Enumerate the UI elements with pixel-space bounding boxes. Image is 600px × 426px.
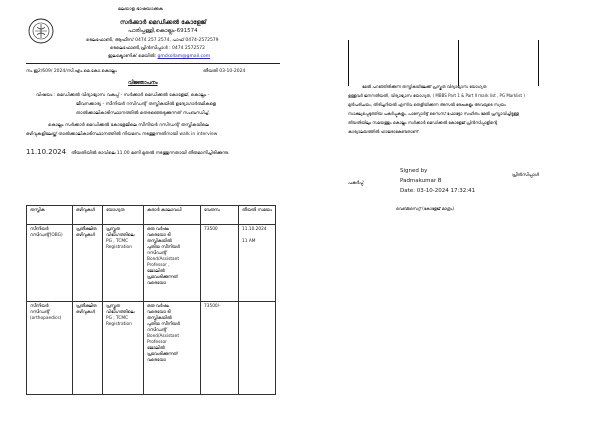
cell-text: വരെയോ ടി xyxy=(147,310,171,315)
signature-date: Date: 03-10-2024 17:32:41 xyxy=(400,188,476,194)
cell-text: വരെയോ ടി xyxy=(147,233,171,238)
college-name: സർക്കാർ മെഡിക്കൽ കോളേജ് xyxy=(120,19,207,26)
cell-contract xyxy=(144,225,201,302)
cell-text: ഒഴിവുകൾ xyxy=(76,310,95,315)
cell-text: പ്രവേശിക്കുന്നത് xyxy=(147,352,178,357)
cell-text: Registration xyxy=(106,245,132,250)
cell-text: റസിഡന്റ് xyxy=(30,310,50,315)
cell-text: PG , TCMC xyxy=(106,239,129,244)
cell-datetime xyxy=(239,302,276,395)
copy-label: പകർപ്പ് xyxy=(348,181,364,186)
table-row xyxy=(27,302,276,395)
cell-text: തസ്തികയിൽ xyxy=(147,239,172,244)
cell-text: പ്രതീക്ഷിത xyxy=(76,304,97,309)
para-line-4: സാക്ഷ്യപ്പെടുത്തിയ പകർപ്പുകളും, പാസ്പോർട്ട് സൈസ് ഫോട്ടോ സഹിതം മേൽ പ്രസ്താവിച്ചിട്ടുള്ള xyxy=(348,111,519,116)
cell-text: വരെയോ xyxy=(147,281,166,286)
body-line-1: കൊല്ലം സർക്കാർ മെഡിക്കൽ കോളേജിലെ സീനിയർ റസിഡന്റ് തസ്തികയിലെ xyxy=(48,123,209,128)
cell-text: പ്രതീക്ഷിത xyxy=(76,227,97,232)
cell-text: ഒരു വർഷം xyxy=(147,304,169,309)
header-datetime: തീയതി സമയം xyxy=(239,206,276,225)
cell-text: റസിഡന്റ് xyxy=(147,328,167,333)
cell-text: സീനിയർ xyxy=(30,227,49,232)
subject-line-3: താൽക്കാലികാടിസ്ഥാനത്തിൽ തെരഞ്ഞെടുക്കുന്നത് സംബന്ധിച്ച്. xyxy=(76,111,210,116)
cell-text: റസിഡന്റ്(OBG) xyxy=(30,233,63,238)
para-line-2: ഉള്ളവർ ജനനതീയതി, വിദ്യാഭ്യാസ യോഗ്യത, ( MBBS Part 1 & Part II mark list , PG Marklist ) xyxy=(348,93,525,98)
body-line-3 xyxy=(26,139,230,158)
cell-vacancies xyxy=(73,225,103,302)
office-phone: ടെലഫോൺ, ആഫീസ് 0474 257 2574, പാഫ് 0474-2572579 xyxy=(86,38,219,43)
cell-salary xyxy=(201,225,239,302)
header-contract: കരാർ കാലാവധി xyxy=(144,206,201,225)
margin-rule-middle xyxy=(458,40,459,86)
cell-text: ജോലിൽ xyxy=(147,346,165,351)
subject-line-2: ജീവനക്കാര്യ - സീനിയർ റസിഡന്റ് തസ്തികയിൽ ഉദ്യോഗാർത്ഥികളെ xyxy=(76,102,216,107)
cell-text: റസിഡന്റ് xyxy=(147,251,167,256)
cell-text: പ്രസ്തുത xyxy=(106,227,120,232)
notice-date: തീയതി 03-10-2024 xyxy=(203,69,246,74)
cell-contract xyxy=(144,302,201,395)
table-header-row xyxy=(27,206,276,225)
header-post: തസ്തിക xyxy=(27,206,73,225)
header-divider xyxy=(26,63,280,64)
para-line-3: മുൻപരിചയം, തിരിച്ചറിയൽ എന്നിവ തെളിയിക്കുന്ന അസൽ രേഖകളും അവയുടെ സ്വയം xyxy=(348,102,506,107)
subject-line-1: വിഷയം : മെഡിക്കൽ വിദ്യാഭ്യാസ വകുപ്പ് - സർക്കാർ മെഡിക്കൽ കോളേജ്, കൊല്ലം - xyxy=(36,93,210,98)
cell-salary xyxy=(201,302,239,395)
cell-text: പ്രവേശിക്കുന്നത് xyxy=(147,275,178,280)
cell-text: വരെയോ xyxy=(147,358,166,363)
reference-number: നം.ഇ2/609/ 2024/സി.എം.മെ.കോ.കൊല്ലം xyxy=(26,69,117,74)
margin-rule-left xyxy=(348,40,349,86)
cell-text: Bond/Assistant xyxy=(147,257,180,262)
cell-text: PG , TCMC xyxy=(106,316,129,321)
cell-text: Bond/Assistant xyxy=(147,334,180,339)
cell-text: Professor xyxy=(147,340,167,345)
cell-post xyxy=(27,302,73,395)
cell-text: പുതിയ സീനിയർ xyxy=(147,322,180,327)
cell-vacancies xyxy=(73,302,103,395)
cell-text: Professor , xyxy=(147,263,170,268)
header-salary: വേതനം xyxy=(201,206,239,225)
notice-right-page xyxy=(300,0,600,426)
cell-text: വിഭാഗത്തിലെ xyxy=(106,310,135,315)
cell-text: തസ്തികയിൽ xyxy=(147,316,172,321)
notice-title: വിജ്ഞാപനം xyxy=(128,80,158,86)
cell-text: 11.10.2024 xyxy=(242,227,267,232)
cell-text: ജോലിൽ xyxy=(147,269,165,274)
header-qualification: യോഗ്യത xyxy=(103,206,144,225)
cell-text: (orthopaedics) xyxy=(30,316,62,321)
body-line-2: ഒഴിവുകളിലേയ്ക്ക് താൽക്കാലികാടിസ്ഥാനത്തിൽ നിയമനം നടത്തുന്നതിനായി walk in interview xyxy=(26,132,218,137)
signer-name: Padmakumar B xyxy=(400,178,442,184)
body-line-3-rest: തീയതിയിൽ രാവിലെ 11.00 മണി മുതൽ നടത്തുന്നതായി തീരുമാനിച്ചിരിക്കുന്നു. xyxy=(71,151,230,156)
cell-text: പുതിയ സീനിയർ xyxy=(147,245,180,250)
cell-datetime xyxy=(239,225,276,302)
cell-text: വിഭാഗത്തിലെ xyxy=(106,233,135,238)
cell-text: 11 AM xyxy=(242,239,256,244)
college-place: പാരിപ്പള്ളി,കൊല്ലം-691574 xyxy=(128,28,198,34)
para-line-1: മേൽ പറഞ്ഞിരിക്കുന്ന തസ്തികയിലേക്ക് പ്രസ്തുത വിദ്യാഭ്യാസ യോഗ്യത xyxy=(362,84,487,89)
header-vacancies: ഒഴിവുകൾ xyxy=(73,206,103,225)
cell-qualification xyxy=(103,225,144,302)
principal-phone: ടെലെഫോൺ,പ്രിൻസിപ്പാൾ : 0474 2572572 xyxy=(110,46,205,51)
cell-text: Registration xyxy=(106,322,132,327)
college-emblem-icon xyxy=(28,18,54,44)
para-line-6: കാര്യാലയത്തിൽ ഹാജരാകേണ്ടതാണ്. xyxy=(348,129,420,134)
email-line xyxy=(108,53,210,59)
top-handwritten-note: മലയാള ഭാഷയാക്കുക xyxy=(118,7,163,12)
interview-date: 11.10.2024 xyxy=(26,148,67,156)
margin-rule-right xyxy=(538,40,539,86)
cell-text: ഒരു വർഷം xyxy=(147,227,169,232)
principal-designation: പ്രിൻസിപ്പാൾ xyxy=(512,173,540,178)
cell-text: പ്രസ്തുത xyxy=(106,304,120,309)
signed-by-label: Signed by xyxy=(400,168,428,174)
para-line-5: തീയതിയിലും സമയത്തും കൊല്ലം സർക്കാർ മെഡിക്കൽ കോളേജ് പ്രിൻസിപ്പാളിന്റെ xyxy=(348,120,498,125)
cell-text: സീനിയർ xyxy=(30,304,49,309)
cell-text: 73500/- xyxy=(204,304,221,309)
vacancy-table xyxy=(26,205,276,395)
table-row xyxy=(27,225,276,302)
cell-qualification xyxy=(103,302,144,395)
email-label: ഇലക്ട്രോണിക് മെയിൽ: xyxy=(108,54,157,59)
cell-text: ഒഴിവുകൾ xyxy=(76,233,95,238)
cell-post xyxy=(27,225,73,302)
website-copy: വെബ്സൈറ്റ് (കോളേജ് മാത്രം) xyxy=(396,206,454,211)
cell-text: 73500 xyxy=(204,227,218,232)
email-link[interactable]: gmckollam@gmail.com xyxy=(157,54,211,59)
